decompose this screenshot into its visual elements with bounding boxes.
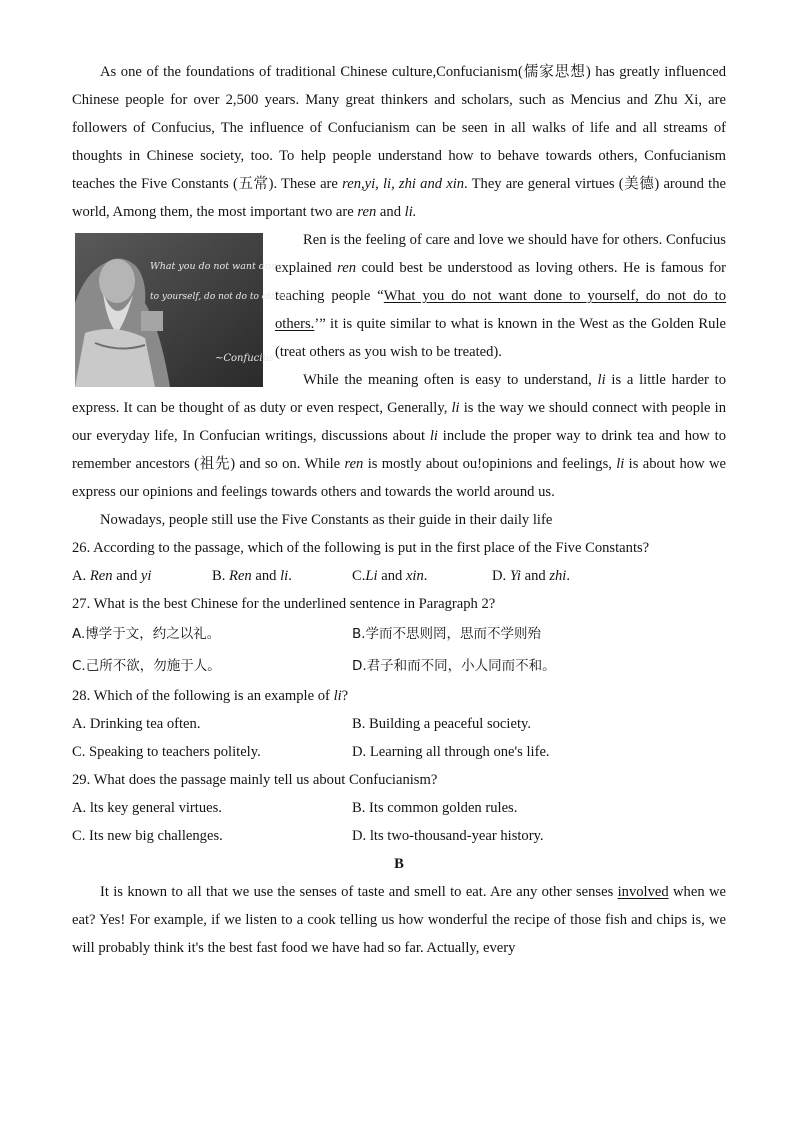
text-span: As one of the foundations of traditional Chinese culture,Confucianism(儒家思想) has greatly influenced Chinese people for over 2,500 years. Many great thinkers and scholars, such as Mencius and Zhu Xi, are followers of Confucius, The influence of Confucianism can be seen in all walks of life and all streams of thoughts in Chinese society, too. To help people understand how to behave towards others, Confucianism teaches the Five Constants (五常). These are bbox=[72, 64, 726, 192]
question-28-options-row-2 bbox=[72, 738, 726, 766]
text-span: ’” it is quite similar to what is known in the West as the Golden Rule (treat others as you wish to be treated). bbox=[275, 316, 726, 360]
question-28-option-b: B. Building a peaceful society. bbox=[352, 716, 531, 732]
question-26-options bbox=[72, 562, 726, 590]
confucius-quote-image bbox=[75, 233, 294, 387]
question-26-option-d: D. Yi and zhi. bbox=[492, 568, 570, 584]
text-span: include the proper way to drink tea and how to remember ancestors (祖先) and so on. While bbox=[72, 428, 727, 472]
text-span: . They are general virtues (美德) around the world, Among them, the most important two are bbox=[72, 176, 726, 220]
passage-a-paragraph-3 bbox=[72, 366, 726, 506]
text-span: is the way we should connect with people in our everyday life, In Confucian writings, discussions about bbox=[72, 400, 726, 444]
question-27-options-row-1 bbox=[72, 618, 726, 650]
italic-term: ren bbox=[344, 456, 364, 472]
question-27-options-row-2 bbox=[72, 650, 726, 682]
italic-term: ren bbox=[357, 204, 377, 220]
text-span: It is known to all that we use the senses of taste and smell to eat. Are any other senses bbox=[100, 884, 618, 900]
italic-term: li. bbox=[404, 204, 417, 220]
italic-term: ren bbox=[337, 260, 357, 276]
image-quote-line-2: to yourself, do not do to others. bbox=[150, 292, 294, 302]
question-29-option-d: D. lts two-thousand-year history. bbox=[352, 828, 544, 844]
question-28-option-d: D. Learning all through one's life. bbox=[352, 744, 550, 760]
section-b-heading: B bbox=[394, 856, 404, 872]
image-quote-author: ~Confucius bbox=[215, 353, 275, 364]
passage-a-paragraph-1 bbox=[72, 58, 726, 226]
question-27: 27. What is the best Chinese for the underlined sentence in Paragraph 2? bbox=[72, 596, 496, 612]
question-29-option-a: A. lts key general virtues. bbox=[72, 800, 222, 816]
text-span: when we eat? Yes! For example, if we listen to a cook telling us how wonderful the recipe of those fish and chips is, we will probably think it's the best fast food we have had so far. Actually, every bbox=[72, 884, 726, 956]
underlined-sentence: What you do not want done to yourself, do not do to others. bbox=[275, 288, 726, 332]
image-quote-line-1: What you do not want done bbox=[150, 261, 283, 272]
underlined-word: involved bbox=[617, 884, 669, 900]
question-29-options-row-1 bbox=[72, 794, 726, 822]
question-29-option-c: C. Its new big challenges. bbox=[72, 828, 223, 844]
text-span: While the meaning often is easy to understand, bbox=[303, 372, 598, 388]
question-26: 26. According to the passage, which of the following is put in the first place of the Five Constants? bbox=[72, 540, 650, 556]
question-28-option-a: A. Drinking tea often. bbox=[72, 716, 201, 732]
question-26-option-b: B. Ren and li. bbox=[212, 568, 292, 584]
text-span: and bbox=[376, 204, 405, 220]
passage-a-paragraph-4: Nowadays, people still use the Five Constants as their guide in their daily life bbox=[100, 512, 553, 528]
italic-term: li bbox=[429, 428, 438, 444]
section-b-paragraph-1 bbox=[72, 878, 726, 962]
confucius-portrait-illustration bbox=[75, 233, 294, 387]
question-27-option-b: B.学而不思则罔，思而不学则殆 bbox=[352, 626, 542, 642]
question-28: 28. Which of the following is an example of li? bbox=[72, 688, 349, 704]
question-26-option-a: A. Ren and yi bbox=[72, 568, 152, 584]
italic-terms: ren,yi, li, zhi and xin bbox=[342, 176, 465, 192]
text-span: is mostly about ou!opinions and feelings, bbox=[363, 456, 617, 472]
italic-term: li bbox=[616, 456, 625, 472]
question-29-options-row-2 bbox=[72, 822, 726, 850]
question-27-option-d: D.君子和而不同，小人同而不和。 bbox=[352, 658, 556, 674]
text-span: could best be understood as loving others. He is famous for teaching people “ bbox=[275, 260, 726, 304]
question-28-options-row-1 bbox=[72, 710, 726, 738]
text-span: is about how we express our opinions and feelings towards others and towards the world around us. bbox=[72, 456, 726, 500]
question-27-option-a: A.博学于文，约之以礼。 bbox=[72, 626, 221, 642]
text-span: is a little harder to express. It can be thought of as duty or even respect, Generally, bbox=[72, 372, 727, 416]
text-span: Ren is the feeling of care and love we should have for others. Confucius explained bbox=[275, 232, 726, 276]
question-27-option-c: C.己所不欲，勿施于人。 bbox=[72, 658, 221, 674]
question-29: 29. What does the passage mainly tell us about Confucianism? bbox=[72, 772, 438, 788]
question-26-option-c: C.Li and xin. bbox=[352, 568, 428, 584]
question-28-option-c: C. Speaking to teachers politely. bbox=[72, 744, 261, 760]
question-29-option-b: B. Its common golden rules. bbox=[352, 800, 518, 816]
italic-term: li bbox=[451, 400, 460, 416]
document-page bbox=[72, 58, 726, 962]
italic-term: li bbox=[597, 372, 606, 388]
